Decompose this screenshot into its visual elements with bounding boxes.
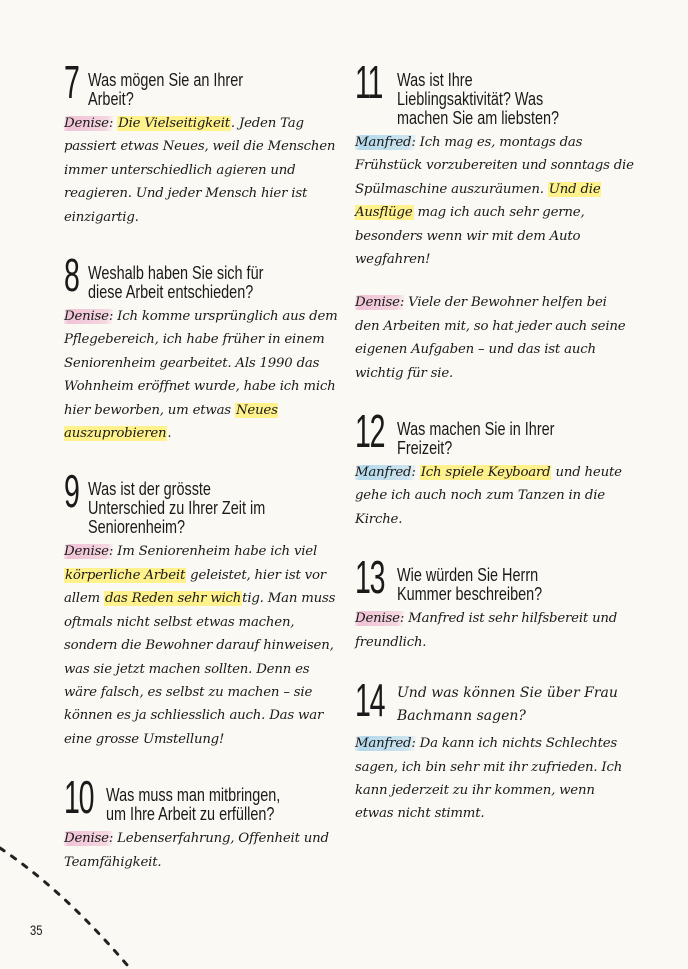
qa-item-8 [64, 249, 344, 445]
answer-segment: geleistet, hier ist vor allem [64, 567, 326, 607]
question-heading [355, 674, 635, 728]
answer-text [64, 112, 344, 229]
speaker-label: Denise: [355, 295, 405, 311]
question-number: 12 [355, 405, 385, 458]
answer-text [64, 540, 344, 751]
answer-text [355, 131, 635, 271]
answer-text [355, 461, 635, 531]
speaker-label: Denise: [355, 611, 405, 627]
answer-segment: mag ich auch sehr gerne, besonders wenn wir mit dem Auto wegfahren! [355, 205, 585, 268]
answer-segment: Da kann ich nichts Schlechtes sagen, ich bin sehr mit ihr zufrieden. Ich kann jederzeit zu ihr kommen, wenn etwas nicht stimmt. [355, 736, 623, 822]
question-heading [355, 405, 635, 459]
qa-item-14 [355, 674, 635, 826]
qa-item-9 [64, 465, 344, 751]
answer-text [355, 732, 635, 826]
question-heading [355, 56, 635, 128]
answer-segment: Ich mag es, montags das Frühstück vorzubereiten und sonntags die Spülmaschine auszuräumen. [355, 135, 634, 197]
decorative-dashed-line [0, 830, 140, 969]
answer-segment: Lebenserfahrung, Offenheit und Teamfähigkeit. [64, 831, 329, 870]
question-number: 14 [355, 674, 385, 727]
qa-item-11 [355, 56, 635, 385]
question-number: 9 [64, 465, 79, 518]
speaker-label: Manfred: [355, 465, 416, 481]
question-text: Weshalb haben Sie sich für diese Arbeit entschieden? [88, 262, 264, 303]
question-text: Wie würden Sie Herrn Kummer beschreiben? [397, 564, 543, 605]
highlighted-text: Ich spiele Keyboard [420, 465, 551, 481]
speaker-label: Denise: [64, 544, 114, 560]
answer-text [355, 607, 635, 654]
speaker-label: Denise: [64, 116, 114, 131]
highlighted-text: Und die Ausflüge [355, 181, 601, 221]
question-number: 11 [355, 56, 383, 108]
answer-segment: und heute gehe ich auch noch zum Tanzen in die Kirche. [355, 465, 622, 527]
answer-segment: . Jeden Tag passiert etwas Neues, weil die Menschen immer unterschiedlich agieren und reagieren. Und jeder Mensch hier ist einzigartig. [64, 116, 336, 225]
highlighted-text: das Reden sehr wich [104, 591, 242, 607]
answer-text [355, 291, 635, 385]
question-text: Und was können Sie über Frau Bachmann sagen? [397, 685, 618, 725]
answer-segment: Im Seniorenheim habe ich viel [113, 544, 318, 560]
qa-item-12 [355, 405, 635, 531]
question-heading [64, 249, 344, 303]
question-heading [64, 465, 344, 538]
speaker-label: Denise: [64, 831, 114, 847]
answer-segment: Manfred ist sehr hilfsbereit und freundlich. [355, 611, 618, 650]
question-heading [64, 56, 344, 109]
question-text: Was mögen Sie an Ihrer Arbeit? [88, 69, 244, 109]
answer-segment: tig. Man muss oftmals nicht selbst etwas machen, sondern die Bewohner darauf hinweisen, was sie jetzt machen sollten. Denn es wäre falsch, es selbst zu machen – sie können es ja schliesslich auch. Das war eine grosse Umstellung! [64, 591, 336, 747]
right-column [355, 56, 635, 852]
question-number: 13 [355, 551, 385, 604]
speaker-label: Manfred: [355, 135, 416, 150]
highlighted-text: körperliche Arbeit [65, 567, 186, 583]
highlighted-text: Neues auszuprobieren [64, 402, 278, 442]
question-text: Was muss man mitbringen, um Ihre Arbeit zu erfüllen? [106, 784, 281, 825]
left-column [64, 56, 344, 900]
speaker-label: Manfred: [355, 736, 416, 752]
answer-text [64, 305, 344, 445]
question-heading [355, 551, 635, 605]
answer-segment: . [167, 426, 172, 442]
question-heading [64, 771, 344, 825]
question-text: Was machen Sie in Ihrer Freizeit? [397, 418, 555, 459]
question-text: Was ist der grösste Unterschied zu Ihrer Zeit im Seniorenheim? [88, 478, 266, 538]
question-text: Was ist Ihre Lieblingsaktivität? Was machen Sie am liebsten? [397, 69, 560, 128]
question-number: 7 [64, 56, 79, 108]
page-number: 35 [30, 922, 43, 938]
speaker-label: Denise: [64, 309, 114, 325]
qa-item-7 [64, 56, 344, 229]
answer-segment: Ich komme ursprünglich aus dem Pflegebereich, ich habe früher in einem Seniorenheim gearbeitet. Als 1990 das Wohnheim eröffnet wurde, habe ich mich hier beworben, um etwas [64, 309, 338, 418]
highlighted-text: Die Vielseitigkeit [118, 116, 230, 131]
qa-item-13 [355, 551, 635, 654]
question-number: 10 [64, 771, 94, 824]
question-number: 8 [64, 249, 79, 302]
answer-segment: Viele der Bewohner helfen bei den Arbeiten mit, so hat jeder auch seine eigenen Aufgaben – und das ist auch wichtig für sie. [355, 295, 626, 381]
